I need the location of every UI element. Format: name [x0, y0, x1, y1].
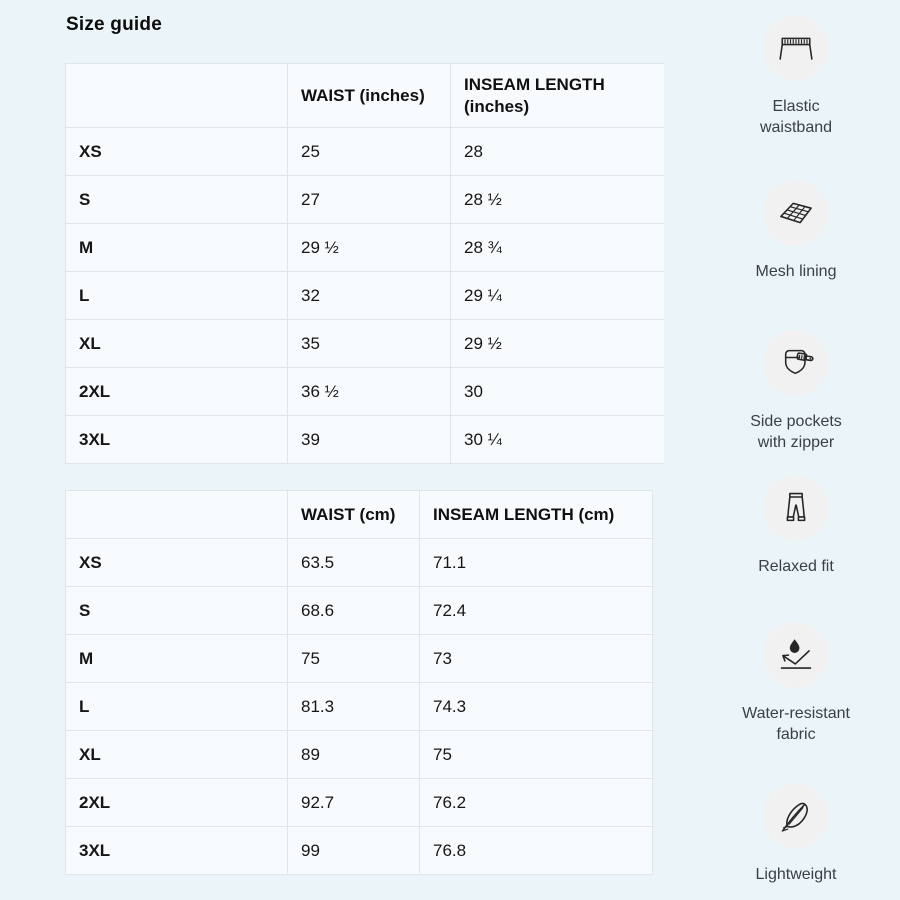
size-label: L	[66, 272, 288, 320]
size-table-cm	[65, 490, 653, 875]
table-header-row	[66, 64, 664, 128]
size-value: 32	[288, 272, 451, 320]
water-resistant-icon	[763, 622, 829, 688]
column-header-waist-inches: WAIST (inches)	[288, 64, 451, 128]
size-value: 75	[288, 635, 420, 683]
size-value: 99	[288, 827, 420, 875]
table-row	[66, 779, 653, 827]
size-value: 81.3	[288, 683, 420, 731]
feature-water-resistant	[718, 622, 874, 745]
size-label: S	[66, 587, 288, 635]
table-row	[66, 635, 653, 683]
size-value: 30	[451, 368, 664, 416]
size-label: M	[66, 224, 288, 272]
size-value: 72.4	[420, 587, 653, 635]
feature-relaxed-fit	[718, 475, 874, 577]
size-value: 36 ½	[288, 368, 451, 416]
size-label: 3XL	[66, 416, 288, 464]
size-value: 73	[420, 635, 653, 683]
size-value: 25	[288, 128, 451, 176]
feature-mesh-lining	[718, 180, 874, 282]
size-label: 2XL	[66, 779, 288, 827]
size-label: XS	[66, 128, 288, 176]
size-label: XS	[66, 539, 288, 587]
table-header-row	[66, 491, 653, 539]
size-value: 29 ½	[451, 320, 664, 368]
feature-label: Mesh lining	[755, 263, 837, 280]
lightweight-feather-icon	[763, 783, 829, 849]
size-label: XL	[66, 320, 288, 368]
feature-label: Elastic waistband	[759, 98, 833, 136]
table-row	[66, 224, 664, 272]
size-value: 28 ½	[451, 176, 664, 224]
feature-label: Relaxed fit	[758, 558, 834, 575]
feature-side-pockets-zipper	[718, 330, 874, 453]
size-value: 92.7	[288, 779, 420, 827]
feature-label: Water-resistant fabric	[742, 705, 850, 743]
size-label: XL	[66, 731, 288, 779]
size-value: 29 ½	[288, 224, 451, 272]
size-value: 76.8	[420, 827, 653, 875]
table-row	[66, 731, 653, 779]
size-label: M	[66, 635, 288, 683]
column-header-size	[66, 64, 288, 128]
relaxed-fit-icon	[763, 475, 829, 541]
table-row	[66, 128, 664, 176]
size-table-inches	[65, 63, 664, 464]
size-value: 35	[288, 320, 451, 368]
feature-label: Lightweight	[755, 866, 837, 883]
table-row	[66, 272, 664, 320]
table-row	[66, 416, 664, 464]
size-value: 71.1	[420, 539, 653, 587]
table-row	[66, 683, 653, 731]
table-row	[66, 827, 653, 875]
size-value: 39	[288, 416, 451, 464]
table-row	[66, 176, 664, 224]
mesh-lining-icon	[763, 180, 829, 246]
size-label: 3XL	[66, 827, 288, 875]
size-label: S	[66, 176, 288, 224]
size-value: 76.2	[420, 779, 653, 827]
feature-elastic-waistband	[718, 15, 874, 138]
column-header-inseam-cm: INSEAM LENGTH (cm)	[420, 491, 653, 539]
elastic-waistband-icon	[763, 15, 829, 81]
column-header-size	[66, 491, 288, 539]
size-value: 30 ¼	[451, 416, 664, 464]
size-value: 28 ¾	[451, 224, 664, 272]
feature-lightweight	[718, 783, 874, 885]
table-row	[66, 368, 664, 416]
page-title: Size guide	[66, 14, 162, 35]
table-row	[66, 320, 664, 368]
column-header-waist-cm: WAIST (cm)	[288, 491, 420, 539]
size-value: 74.3	[420, 683, 653, 731]
size-label: 2XL	[66, 368, 288, 416]
size-value: 28	[451, 128, 664, 176]
table-row	[66, 539, 653, 587]
feature-label: Side pockets with zipper	[750, 413, 842, 451]
size-value: 68.6	[288, 587, 420, 635]
size-value: 89	[288, 731, 420, 779]
size-value: 63.5	[288, 539, 420, 587]
features-sidebar	[718, 0, 874, 900]
size-value: 29 ¼	[451, 272, 664, 320]
side-pockets-zipper-icon	[763, 330, 829, 396]
column-header-inseam-inches: INSEAM LENGTH (inches)	[451, 64, 664, 128]
size-value: 27	[288, 176, 451, 224]
size-label: L	[66, 683, 288, 731]
table-row	[66, 587, 653, 635]
size-value: 75	[420, 731, 653, 779]
